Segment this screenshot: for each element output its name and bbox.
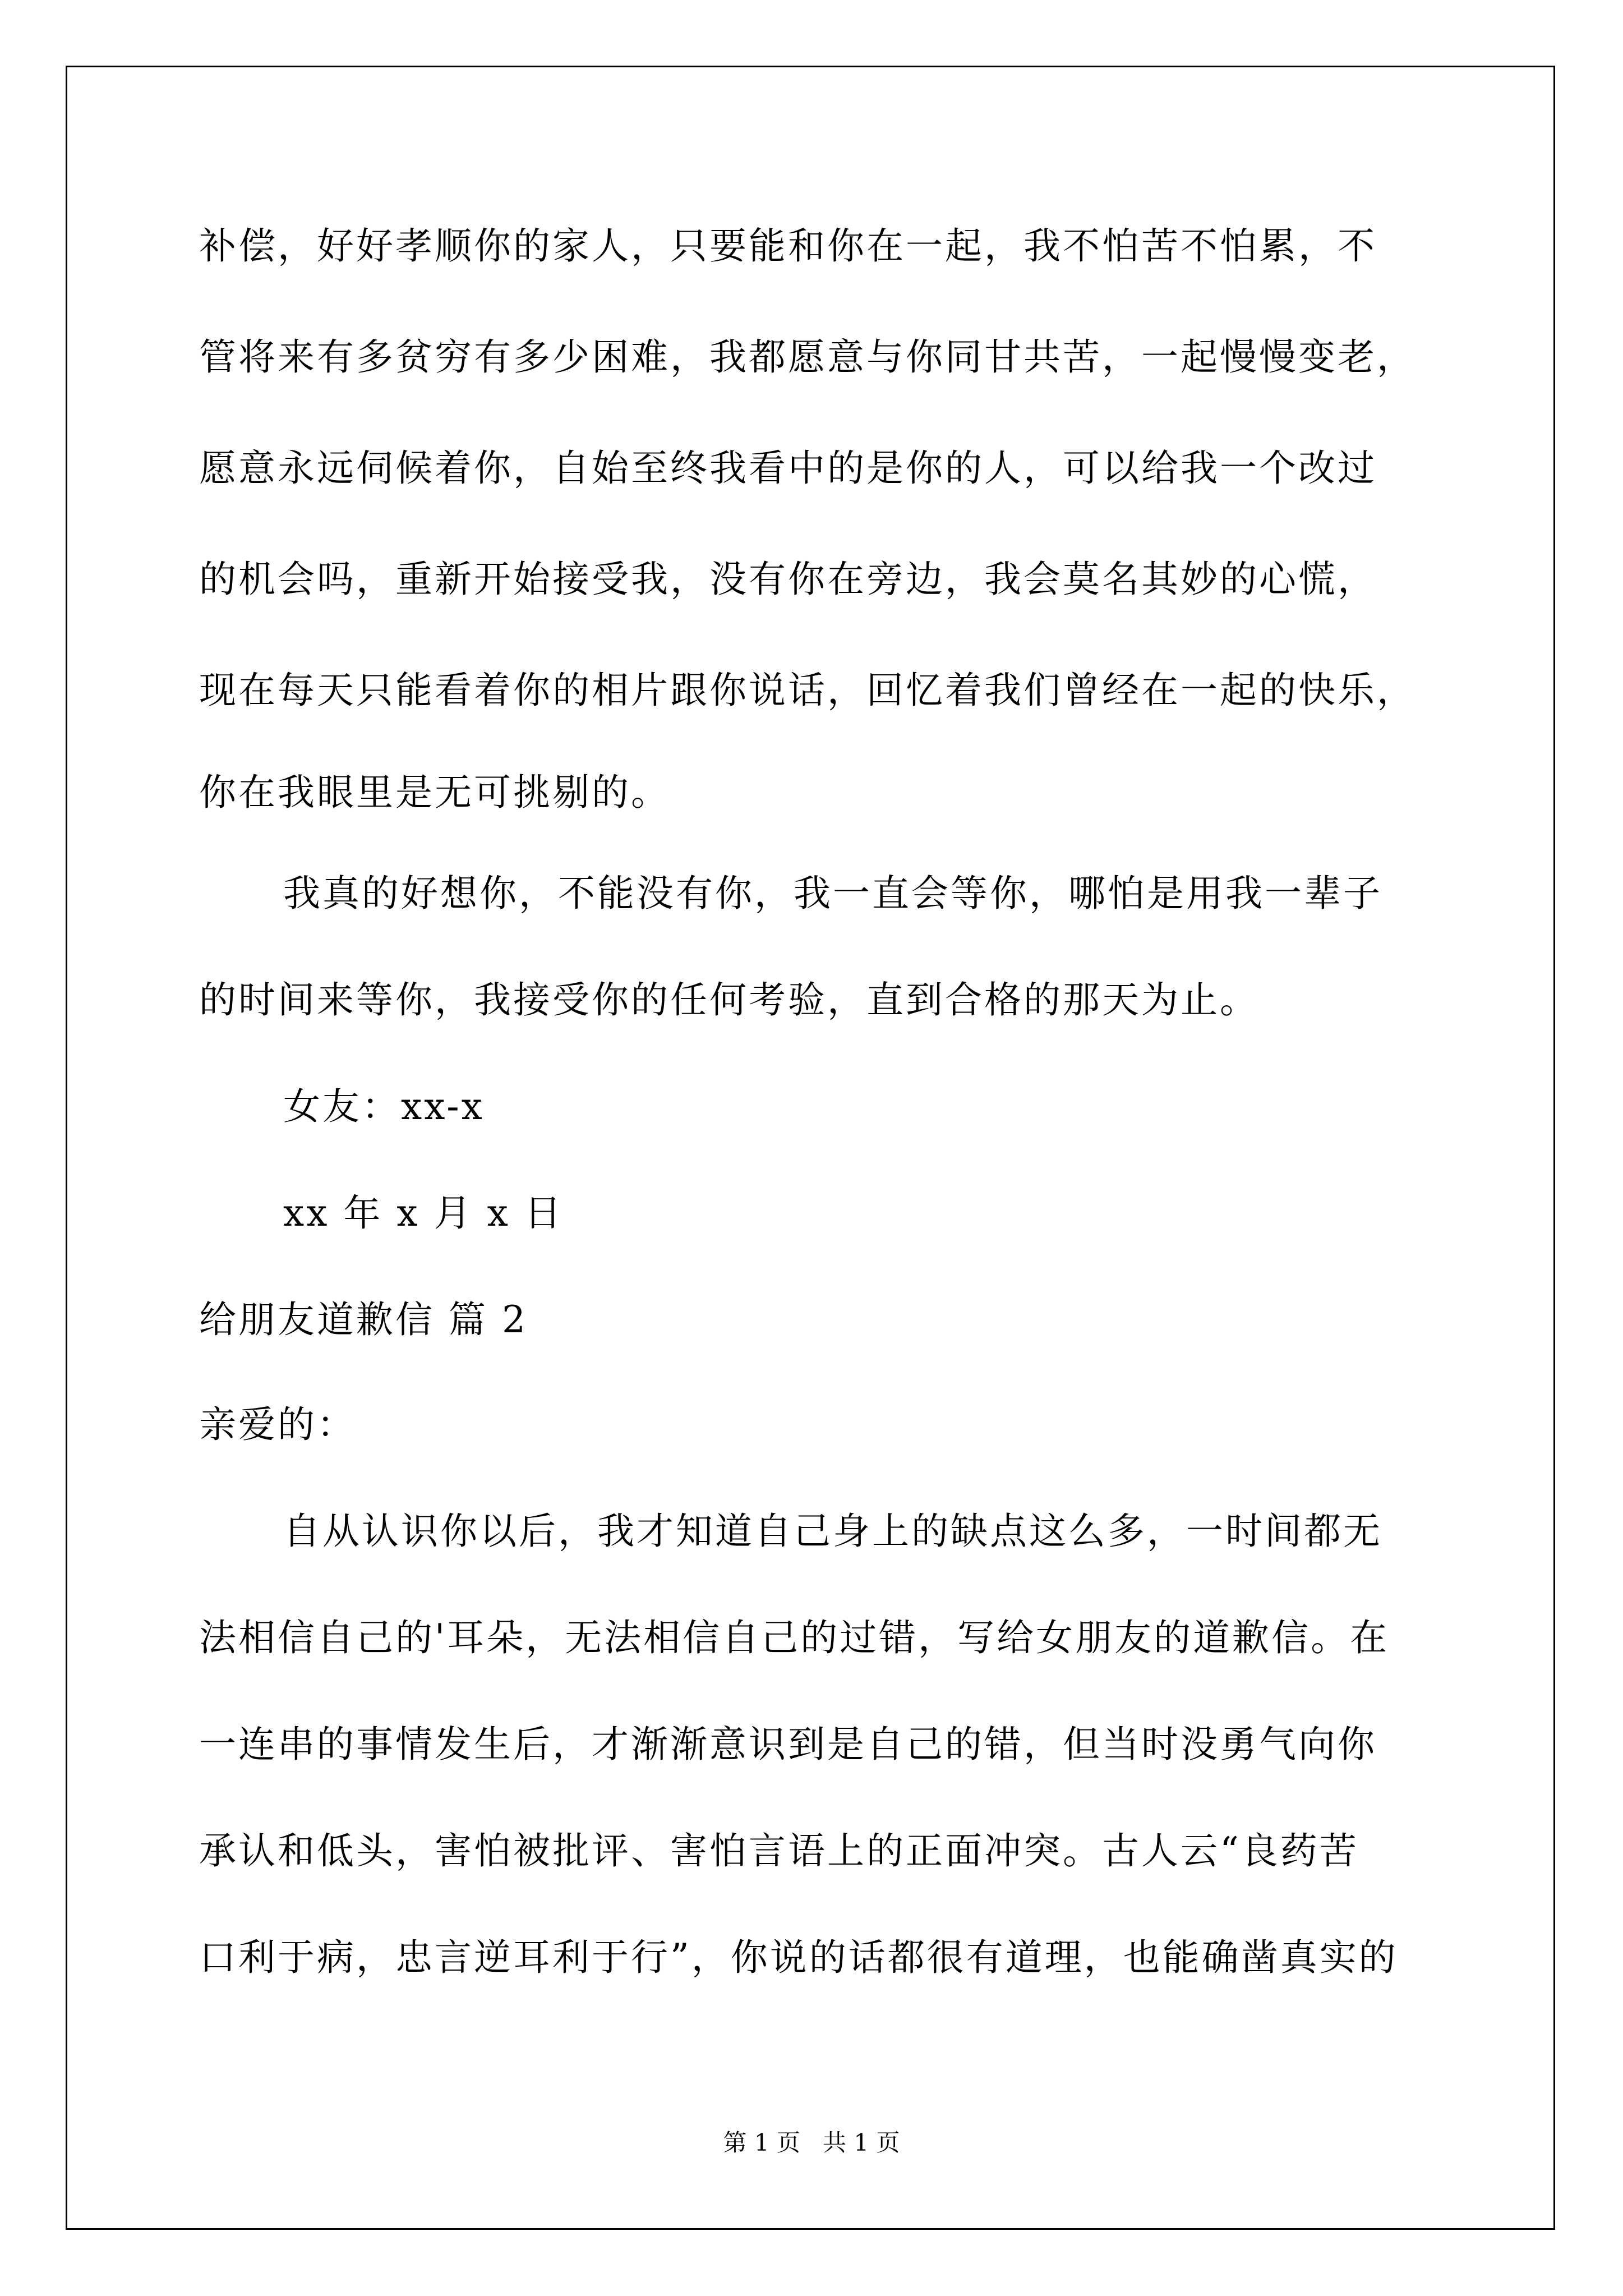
text-line: 承认和低头，害怕被批评、害怕言语上的正面冲突。古人云“良药苦 [199,1829,1359,1872]
text-line: 口利于病，忠言逆耳利于行”，你说的话都很有道理，也能确凿真实的 [199,1936,1398,1979]
text-line: 管将来有多贫穷有多少困难，我都愿意与你同甘共苦，一起慢慢变老， [199,335,1416,379]
text-line: 法相信自己的'耳朵，无法相信自己的过错，写给女朋友的道歉信。在 [199,1616,1390,1659]
text-line: 你在我眼里是无可挑剔的。 [199,771,670,814]
text-line: 补偿，好好孝顺你的家人，只要能和你在一起，我不怕苦不怕累，不 [199,224,1377,268]
date-line: xx 年 x 月 x 日 [283,1191,564,1235]
signature-line: 女友：xx-x [283,1085,485,1128]
paragraph-first-line: 我真的好想你，不能没有你，我一直会等你，哪怕是用我一辈子 [283,872,1382,915]
text-line: 愿意永远伺候着你，自始至终我看中的是你的人，可以给我一个改过 [199,447,1377,490]
text-line: 现在每天只能看着你的相片跟你说话，回忆着我们曾经在一起的快乐， [199,669,1416,712]
page-border [66,66,1555,2230]
section-heading: 给朋友道歉信 篇 2 [199,1298,528,1341]
salutation: 亲爱的： [199,1403,356,1446]
text-line: 的机会吗，重新开始接受我，没有你在旁边，我会莫名其妙的心慌， [199,558,1377,601]
paragraph-first-line: 自从认识你以后，我才知道自己身上的缺点这么多，一时间都无 [283,1510,1382,1553]
text-line: 的时间来等你，我接受你的任何考验，直到合格的那天为止。 [199,978,1259,1022]
text-line: 一连串的事情发生后，才渐渐意识到是自己的错，但当时没勇气向你 [199,1723,1377,1766]
page-footer: 第 1 页 共 1 页 [723,2129,900,2156]
